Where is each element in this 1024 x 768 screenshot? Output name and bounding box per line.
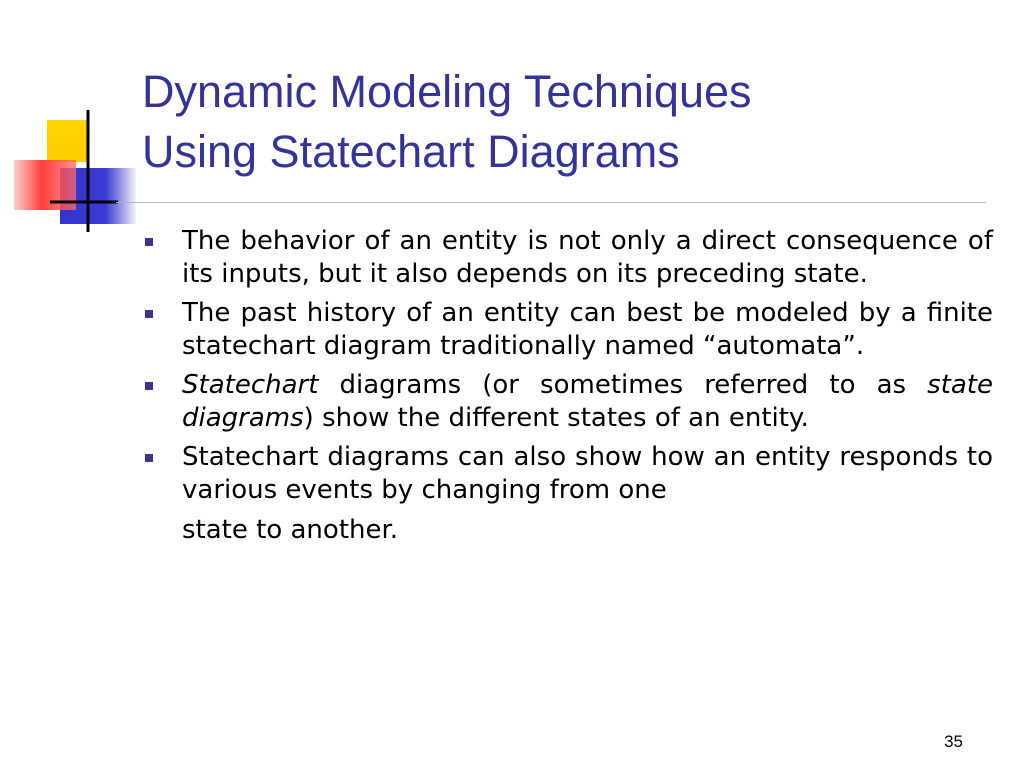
bullet-item bbox=[145, 225, 993, 291]
bullet-text: ) show the different states of an entity. bbox=[303, 403, 809, 433]
bullet-item bbox=[145, 369, 993, 435]
bullet-item bbox=[145, 297, 993, 363]
page-number: 35 bbox=[944, 732, 963, 751]
bullet-square-icon bbox=[145, 382, 153, 390]
slide-title bbox=[142, 62, 1002, 182]
bullet-text-continuation: state to another. bbox=[182, 515, 399, 545]
bullet-square-icon bbox=[145, 454, 153, 462]
bullet-text: diagrams (or sometimes referred to as bbox=[318, 370, 928, 400]
logo-yellow-square bbox=[47, 120, 87, 162]
bullet-square-icon bbox=[145, 310, 153, 318]
slide-title-line-1: Dynamic Modeling Techniques bbox=[142, 66, 752, 117]
bullet-text: The past history of an entity can best be modeled by a finite statechart diagram traditionally named “automata”. bbox=[182, 298, 993, 361]
bullet-italic-term: state diagrams bbox=[182, 370, 993, 433]
bullet-text: Statechart diagrams can also show how an entity responds to various events by changing from one bbox=[182, 442, 993, 505]
bullet-square-icon bbox=[145, 238, 153, 246]
bullet-item bbox=[145, 441, 993, 547]
title-divider bbox=[116, 202, 986, 203]
bullet-list bbox=[145, 225, 993, 547]
bullet-italic-term: Statechart bbox=[182, 370, 319, 400]
slide-title-line-2: Using Statechart Diagrams bbox=[142, 126, 680, 177]
decorative-logo bbox=[0, 0, 150, 240]
bullet-text: The behavior of an entity is not only a direct consequence of its inputs, but it also depends on its preceding state. bbox=[182, 226, 993, 289]
